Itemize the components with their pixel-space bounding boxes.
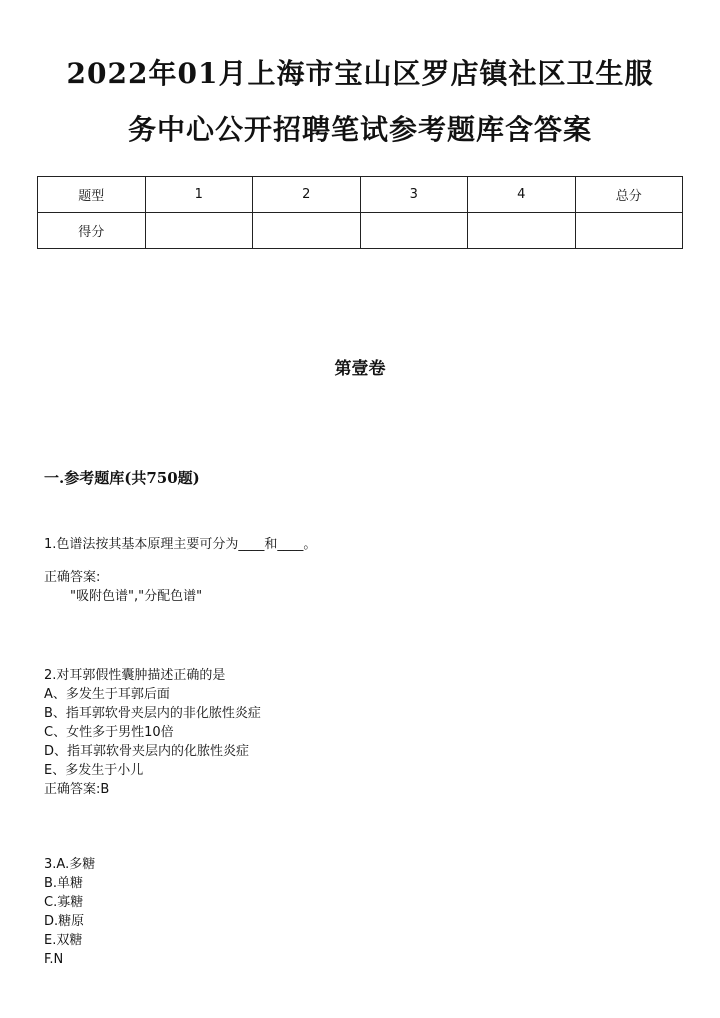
- question-3-line: E.双糖: [44, 933, 83, 948]
- score-table-header-row: [38, 177, 683, 213]
- question-3-line: D.糖原: [44, 914, 85, 929]
- question-2-answer: 正确答案:B: [44, 782, 110, 797]
- question-1-answer-label: 正确答案:: [44, 570, 101, 585]
- score-table-cell: [360, 213, 468, 249]
- question-2-option: E、多发生于小儿: [44, 763, 144, 778]
- document-title-line-1: 2022年01月上海市宝山区罗店镇社区卫生服: [66, 57, 654, 90]
- question-2-option: A、多发生于耳郭后面: [44, 687, 170, 702]
- question-1-text: 1.色谱法按其基本原理主要可分为____和____。: [44, 537, 317, 552]
- question-3-line: B.单糖: [44, 876, 84, 891]
- score-table-cell: 题型: [38, 177, 146, 213]
- score-table-cell: 2: [253, 177, 361, 213]
- volume-heading: 第壹卷: [334, 359, 386, 379]
- question-2: [44, 666, 261, 799]
- score-table-cell: [468, 213, 576, 249]
- score-table-cell: [575, 213, 683, 249]
- question-1-answer: "吸附色谱","分配色谱": [70, 589, 203, 604]
- score-table-cell: [253, 213, 361, 249]
- question-3-line: 3.A.多糖: [44, 857, 96, 872]
- question-3: [44, 855, 95, 969]
- question-2-option: D、指耳郭软骨夹层内的化脓性炎症: [44, 744, 250, 759]
- question-2-text: 2.对耳郭假性囊肿描述正确的是: [44, 668, 226, 683]
- section-heading: 一.参考题库(共750题): [44, 469, 200, 487]
- score-table: [37, 176, 683, 249]
- question-1: [44, 535, 316, 606]
- score-table-cell: [145, 213, 253, 249]
- score-table-cell: 总分: [575, 177, 683, 213]
- score-table-score-row: [38, 213, 683, 249]
- score-table-cell: 3: [360, 177, 468, 213]
- score-table-cell: 得分: [38, 213, 146, 249]
- question-2-option: C、女性多于男性10倍: [44, 725, 174, 740]
- document-title-line-2: 务中心公开招聘笔试参考题库含答案: [127, 113, 592, 146]
- score-table-cell: 1: [145, 177, 253, 213]
- question-3-line: C.寡糖: [44, 895, 84, 910]
- question-2-option: B、指耳郭软骨夹层内的非化脓性炎症: [44, 706, 261, 721]
- question-3-line: F.N: [44, 952, 64, 967]
- score-table-cell: 4: [468, 177, 576, 213]
